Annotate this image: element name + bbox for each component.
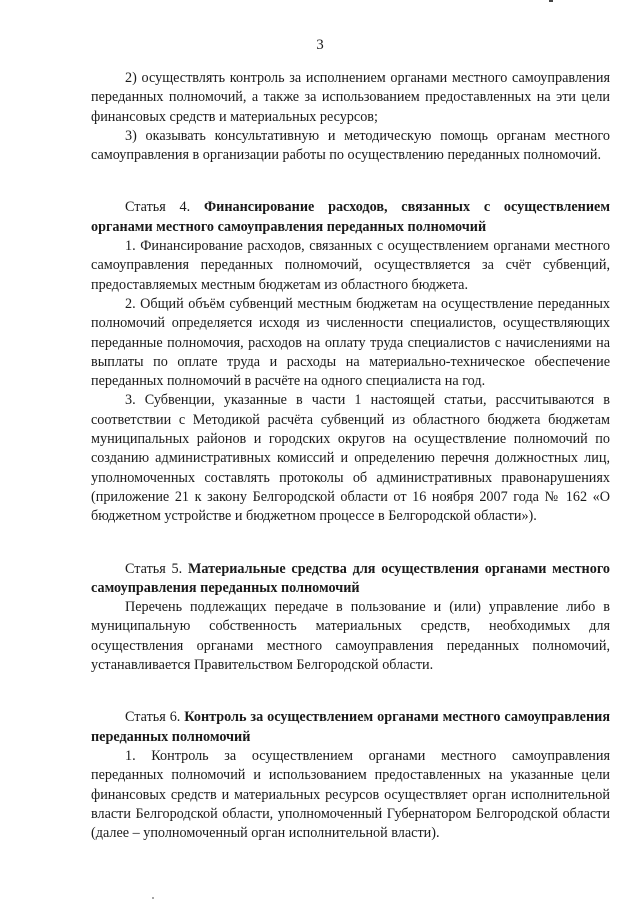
article-title: Материальные средства для осуществления органами местного самоуправления переданных полномочий [91,560,611,596]
article-heading [91,560,610,599]
scan-mark [549,0,553,2]
paragraph: 1. Контроль за осуществлением органами местного самоуправления переданных полномочий и использованием предоставленных на указанные цели финансовых средств и материальных ресурсов осуществляет орган исполнительной власти Белгородской области, уполномоченный Губернатором Белгородской области (далее – уполномоченный орган исполнительной власти). [91,747,610,842]
intro-section [91,69,610,165]
article-title: Контроль за осуществлением органами местного самоуправления переданных полномочий [91,709,611,745]
paragraph: 2) осуществлять контроль за исполнением органами местного самоуправления переданных полномочий, а также за использованием предоставленных на эти цели финансовых средств и материальных ресурсов; [91,70,610,125]
paragraph: 1. Финансирование расходов, связанных с осуществлением органами местного самоуправления переданных полномочий, осуществляется за счёт субвенций, предоставляемых местным бюджетам из областного бюджета. [91,238,610,293]
article-6 [91,708,610,843]
article-heading [91,708,610,747]
document-body [91,69,610,843]
article-heading [91,198,610,237]
article-label: Статья 6. [125,709,181,726]
article-label: Статья 4. [125,199,191,216]
paragraph: 3) оказывать консультативную и методическую помощь органам местного самоуправления в организации работы по осуществлению переданных полномочий. [91,127,610,164]
paragraph: Перечень подлежащих передаче в пользование и (или) управление либо в муниципальную собственность материальных средств, необходимых для осуществления органами местного самоуправления переданных полномочий, устанавливается Правительством Белгородской области. [91,599,610,674]
paragraph: 2. Общий объём субвенций местным бюджетам на осуществление переданных полномочий определяется исходя из численности специалистов, осуществляющих переданные полномочия, расходов на оплату труда специалистов с начислениями на выплаты по оплате труда и расходы на материально-техническое обеспечение переданных полномочий в расчёте на одного специалиста на год. [91,295,610,390]
article-title: Финансирование расходов, связанных с осуществлением органами местного самоуправления переданных полномочий [91,199,610,235]
paragraph: 3. Субвенции, указанные в части 1 настоящей статьи, рассчитываются в соответствии с Методикой расчёта субвенций из областного бюджета бюджетам муниципальных районов и городских округов на осуществление полномочий по созданию административных комиссий и определению перечня должностных лиц, уполномоченных составлять протоколы об административных правонарушениях (приложение 21 к закону Белгородской области от 16 ноября 2007 года № 162 «О бюджетном устройстве и бюджетном процессе в Белгородской области»). [91,392,610,525]
scan-speck [152,897,154,899]
article-label: Статья 5. [125,560,183,577]
article-5 [91,560,610,676]
article-4 [91,198,610,526]
page-number: 3 [316,37,324,53]
